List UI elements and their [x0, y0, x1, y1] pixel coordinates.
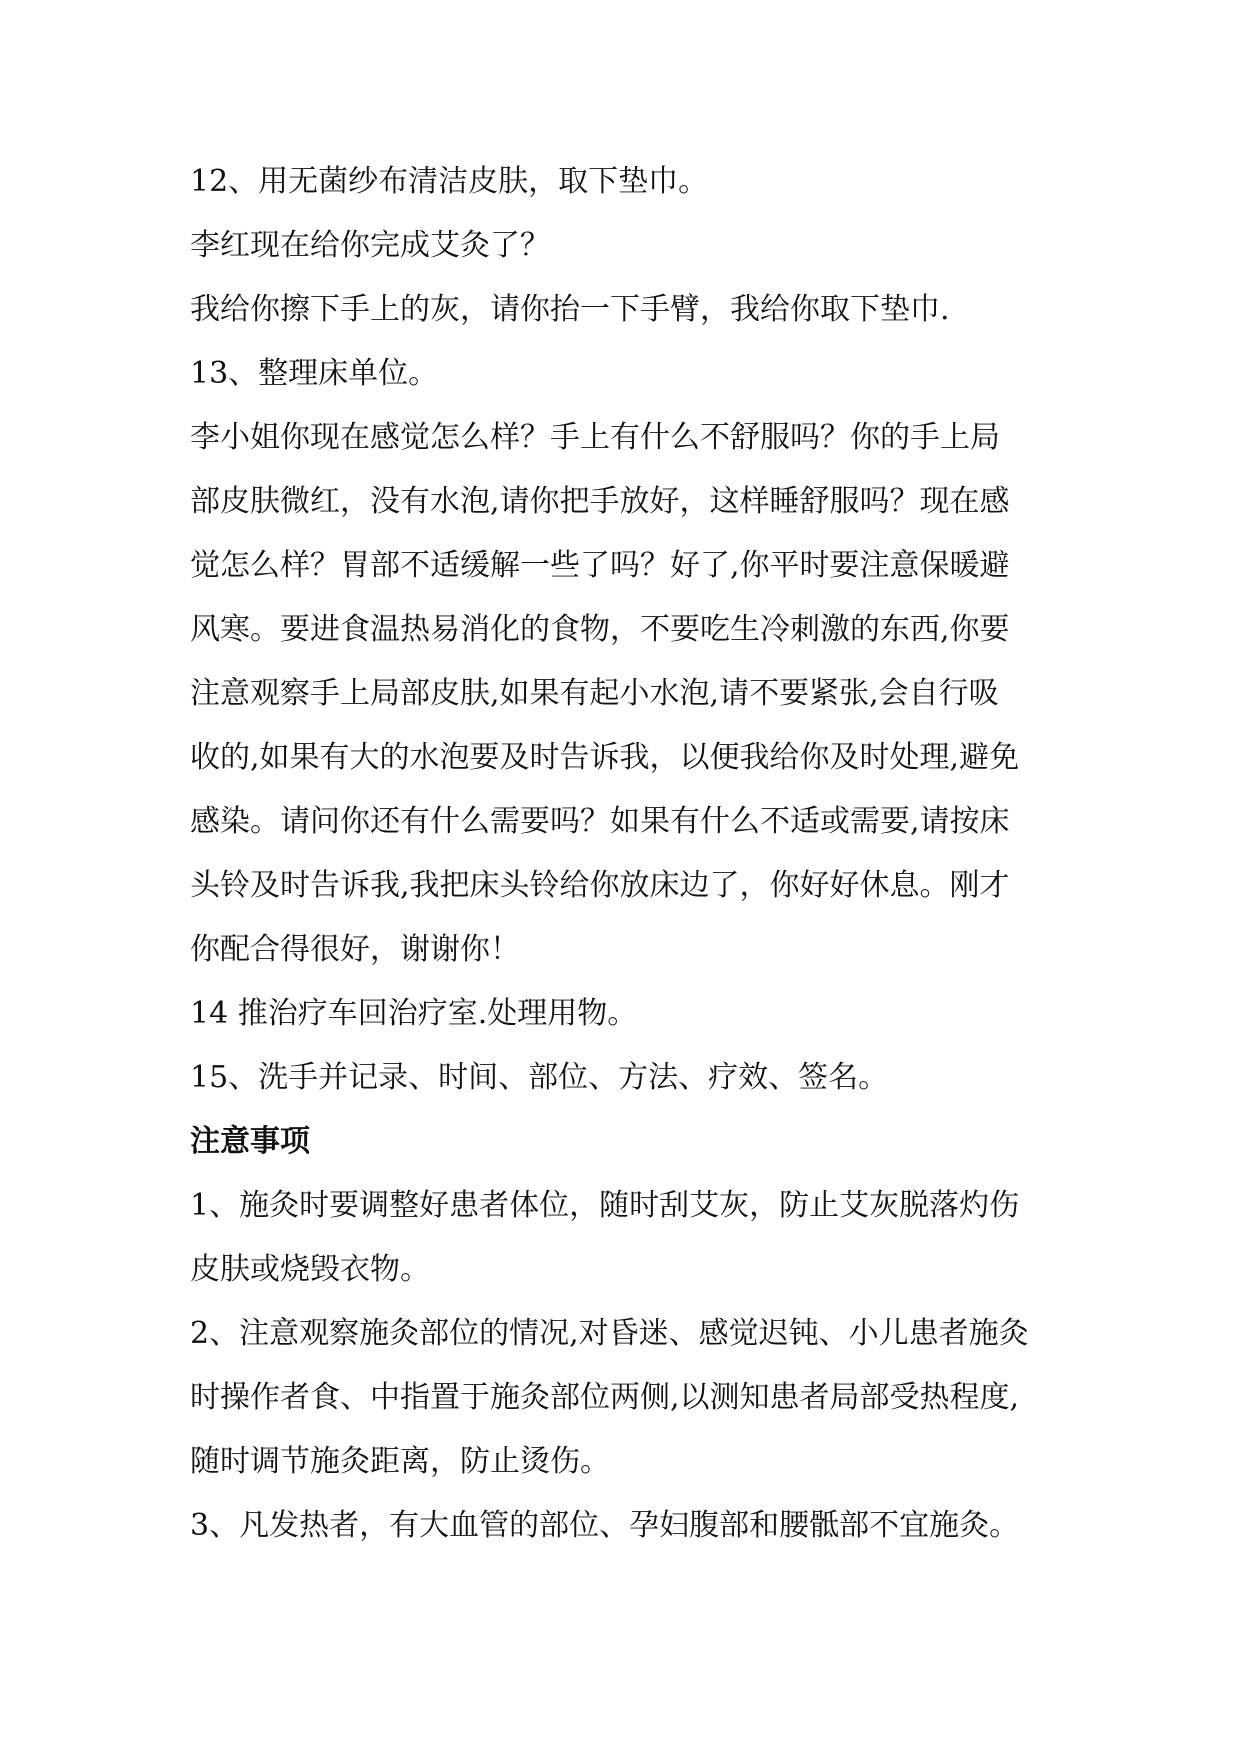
step-12-line: 12、用无菌纱布清洁皮肤，取下垫巾。 [190, 164, 709, 199]
step-14-line: 14 推治疗车回治疗室.处理用物。 [190, 996, 638, 1031]
dialogue-line: 部皮肤微红，没有水泡,请你把手放好，这样睡舒服吗？现在感 [190, 484, 1010, 519]
step-15-line: 15、洗手并记录、时间、部位、方法、疗效、签名。 [190, 1060, 889, 1095]
dialogue-line: 李小姐你现在感觉怎么样？手上有什么不舒服吗？你的手上局 [190, 420, 1000, 455]
dialogue-line: 觉怎么样？胃部不适缓解一些了吗？好了,你平时要注意保暖避 [190, 548, 1010, 583]
dialogue-line: 李红现在给你完成艾灸了？ [190, 228, 550, 263]
dialogue-line: 注意观察手上局部皮肤,如果有起小水泡,请不要紧张,会自行吸 [190, 676, 999, 711]
dialogue-line: 我给你擦下手上的灰，请你抬一下手臂，我给你取下垫巾. [190, 292, 950, 327]
document-body [190, 150, 1070, 1558]
dialogue-line: 风寒。要进食温热易消化的食物，不要吃生冷刺激的东西,你要 [190, 612, 1010, 647]
precaution-3-line: 3、凡发热者，有大血管的部位、孕妇腹部和腰骶部不宜施灸。 [190, 1508, 1020, 1543]
section-heading: 注意事项 [190, 1124, 310, 1159]
dialogue-line: 头铃及时告诉我,我把床头铃给你放床边了，你好好休息。刚才 [190, 868, 1010, 903]
dialogue-line: 感染。请问你还有什么需要吗？如果有什么不适或需要,请按床 [190, 804, 1010, 839]
dialogue-line: 收的,如果有大的水泡要及时告诉我，以便我给你及时处理,避免 [190, 740, 1020, 775]
dialogue-line: 你配合得很好，谢谢你！ [190, 932, 520, 967]
precaution-2-line: 时操作者食、中指置于施灸部位两侧,以测知患者局部受热程度, [190, 1380, 1020, 1415]
precaution-1-line: 1、施灸时要调整好患者体位，随时刮艾灰，防止艾灰脱落灼伤 [190, 1188, 1020, 1223]
precaution-2-line: 随时调节施灸距离，防止烫伤。 [190, 1444, 610, 1479]
precaution-1-line: 皮肤或烧毁衣物。 [190, 1252, 430, 1287]
step-13-line: 13、整理床单位。 [190, 356, 439, 391]
precaution-2-line: 2、注意观察施灸部位的情况,对昏迷、感觉迟钝、小儿患者施灸 [190, 1316, 1029, 1351]
